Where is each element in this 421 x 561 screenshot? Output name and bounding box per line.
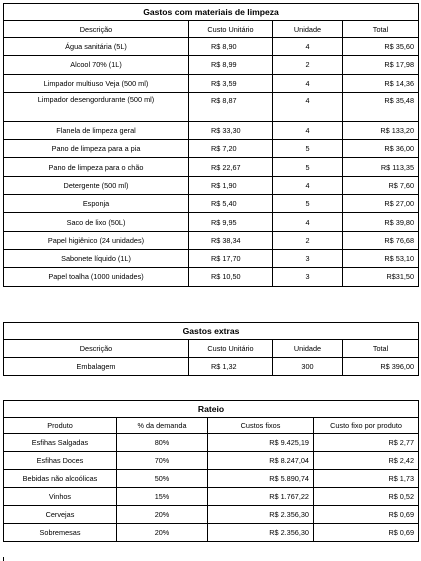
item-description: Detergente (500 ml): [4, 176, 189, 194]
extras-table-title: Gastos extras: [4, 323, 419, 340]
table-row: [4, 506, 419, 524]
extra-costs-table: [3, 322, 419, 376]
table-row: [4, 488, 419, 506]
product-name: Esfihas Salgadas: [4, 434, 117, 452]
table-row: [4, 195, 419, 213]
total: R$ 39,80: [343, 213, 419, 231]
rateio-table: [3, 400, 419, 542]
column-header: Total: [343, 21, 419, 38]
item-description: Limpador multiuso Veja (500 ml): [4, 74, 189, 92]
total: R$ 133,20: [343, 121, 419, 139]
table-header-row: [4, 340, 419, 358]
product-name: Vinhos: [4, 488, 117, 506]
item-description: Água sanitária (5L): [4, 38, 189, 56]
table-row: [4, 74, 419, 92]
table-row: [4, 121, 419, 139]
demand-percent: 20%: [117, 506, 208, 524]
quantity: 3: [273, 249, 343, 267]
item-description: Alcool 70% (1L): [4, 56, 189, 74]
fixed-costs: R$ 5.890,74: [208, 470, 314, 488]
quantity: 4: [273, 213, 343, 231]
page-edge-mark: [3, 557, 4, 561]
item-description: Saco de lixo (50L): [4, 213, 189, 231]
demand-percent: 20%: [117, 524, 208, 542]
table-row: [4, 38, 419, 56]
item-description: Sabonete líquido (1L): [4, 249, 189, 267]
demand-percent: 15%: [117, 488, 208, 506]
item-description: Embalagem: [4, 358, 189, 376]
unit-cost: R$ 9,95: [189, 213, 273, 231]
fixed-cost-per-product: R$ 1,73: [314, 470, 419, 488]
quantity: 300: [273, 358, 343, 376]
quantity: 4: [273, 74, 343, 92]
product-name: Cervejas: [4, 506, 117, 524]
table-header-row: [4, 418, 419, 434]
unit-cost: R$ 8,99: [189, 56, 273, 74]
item-description: Pano de limpeza para o chão: [4, 158, 189, 176]
item-description: Papel toalha (1000 unidades): [4, 268, 189, 286]
total: R$ 27,00: [343, 195, 419, 213]
column-header: Unidade: [273, 340, 343, 358]
column-header: Custo Unitário: [189, 21, 273, 38]
table-row: [4, 231, 419, 249]
cleaning-costs-table: [3, 3, 419, 287]
quantity: 3: [273, 268, 343, 286]
table-title-row: [4, 4, 419, 21]
fixed-costs: R$ 8.247,04: [208, 452, 314, 470]
fixed-costs: R$ 9.425,19: [208, 434, 314, 452]
unit-cost: R$ 10,50: [189, 268, 273, 286]
unit-cost: R$ 33,30: [189, 121, 273, 139]
unit-cost: R$ 1,90: [189, 176, 273, 194]
item-description: Esponja: [4, 195, 189, 213]
fixed-costs: R$ 1.767,22: [208, 488, 314, 506]
total: R$ 14,36: [343, 74, 419, 92]
fixed-cost-per-product: R$ 0,52: [314, 488, 419, 506]
table-row: [4, 176, 419, 194]
table-row: [4, 358, 419, 376]
product-name: Sobremesas: [4, 524, 117, 542]
demand-percent: 70%: [117, 452, 208, 470]
fixed-cost-per-product: R$ 2,77: [314, 434, 419, 452]
column-header: Descrição: [4, 21, 189, 38]
table-row: [4, 524, 419, 542]
table-row: [4, 249, 419, 267]
quantity: 5: [273, 158, 343, 176]
table-row: [4, 158, 419, 176]
table-row: [4, 470, 419, 488]
unit-cost: R$ 38,34: [189, 231, 273, 249]
quantity: 4: [273, 121, 343, 139]
total: R$ 396,00: [343, 358, 419, 376]
table-row: [4, 56, 419, 74]
rateio-table-title: Rateio: [4, 401, 419, 418]
item-description: Flanela de limpeza geral: [4, 121, 189, 139]
column-header: Total: [343, 340, 419, 358]
item-description: Pano de limpeza para a pia: [4, 140, 189, 158]
item-description: Papel higiênico (24 unidades): [4, 231, 189, 249]
quantity: 4: [273, 92, 343, 121]
table-row: [4, 140, 419, 158]
table-title-row: [4, 401, 419, 418]
unit-cost: R$ 8,90: [189, 38, 273, 56]
column-header: % da demanda: [117, 418, 208, 434]
demand-percent: 50%: [117, 470, 208, 488]
table-row: [4, 213, 419, 231]
table-title-row: [4, 323, 419, 340]
quantity: 5: [273, 195, 343, 213]
unit-cost: R$ 8,87: [189, 92, 273, 121]
fixed-cost-per-product: R$ 0,69: [314, 524, 419, 542]
fixed-costs: R$ 2.356,30: [208, 506, 314, 524]
column-header: Unidade: [273, 21, 343, 38]
unit-cost: R$ 1,32: [189, 358, 273, 376]
table-row: [4, 92, 419, 121]
column-header: Descrição: [4, 340, 189, 358]
unit-cost: R$ 3,59: [189, 74, 273, 92]
unit-cost: R$ 7,20: [189, 140, 273, 158]
total: R$ 35,48: [343, 92, 419, 121]
quantity: 4: [273, 38, 343, 56]
total: R$ 53,10: [343, 249, 419, 267]
quantity: 2: [273, 231, 343, 249]
cleaning-table-title: Gastos com materiais de limpeza: [4, 4, 419, 21]
item-description: Limpador desengordurante (500 ml): [4, 92, 189, 121]
fixed-cost-per-product: R$ 2,42: [314, 452, 419, 470]
total: R$ 36,00: [343, 140, 419, 158]
fixed-costs: R$ 2.356,30: [208, 524, 314, 542]
column-header: Custo Unitário: [189, 340, 273, 358]
table-row: [4, 268, 419, 286]
total: R$ 17,98: [343, 56, 419, 74]
product-name: Esfihas Doces: [4, 452, 117, 470]
unit-cost: R$ 17,70: [189, 249, 273, 267]
unit-cost: R$ 5,40: [189, 195, 273, 213]
quantity: 4: [273, 176, 343, 194]
quantity: 2: [273, 56, 343, 74]
total: R$ 76,68: [343, 231, 419, 249]
demand-percent: 80%: [117, 434, 208, 452]
unit-cost: R$ 22,67: [189, 158, 273, 176]
table-row: [4, 434, 419, 452]
table-header-row: [4, 21, 419, 38]
fixed-cost-per-product: R$ 0,69: [314, 506, 419, 524]
total: R$ 7,60: [343, 176, 419, 194]
product-name: Bebidas não alcoólicas: [4, 470, 117, 488]
column-header: Custos fixos: [208, 418, 314, 434]
column-header: Custo fixo por produto: [314, 418, 419, 434]
total: R$ 35,60: [343, 38, 419, 56]
total: R$31,50: [343, 268, 419, 286]
column-header: Produto: [4, 418, 117, 434]
quantity: 5: [273, 140, 343, 158]
total: R$ 113,35: [343, 158, 419, 176]
table-row: [4, 452, 419, 470]
